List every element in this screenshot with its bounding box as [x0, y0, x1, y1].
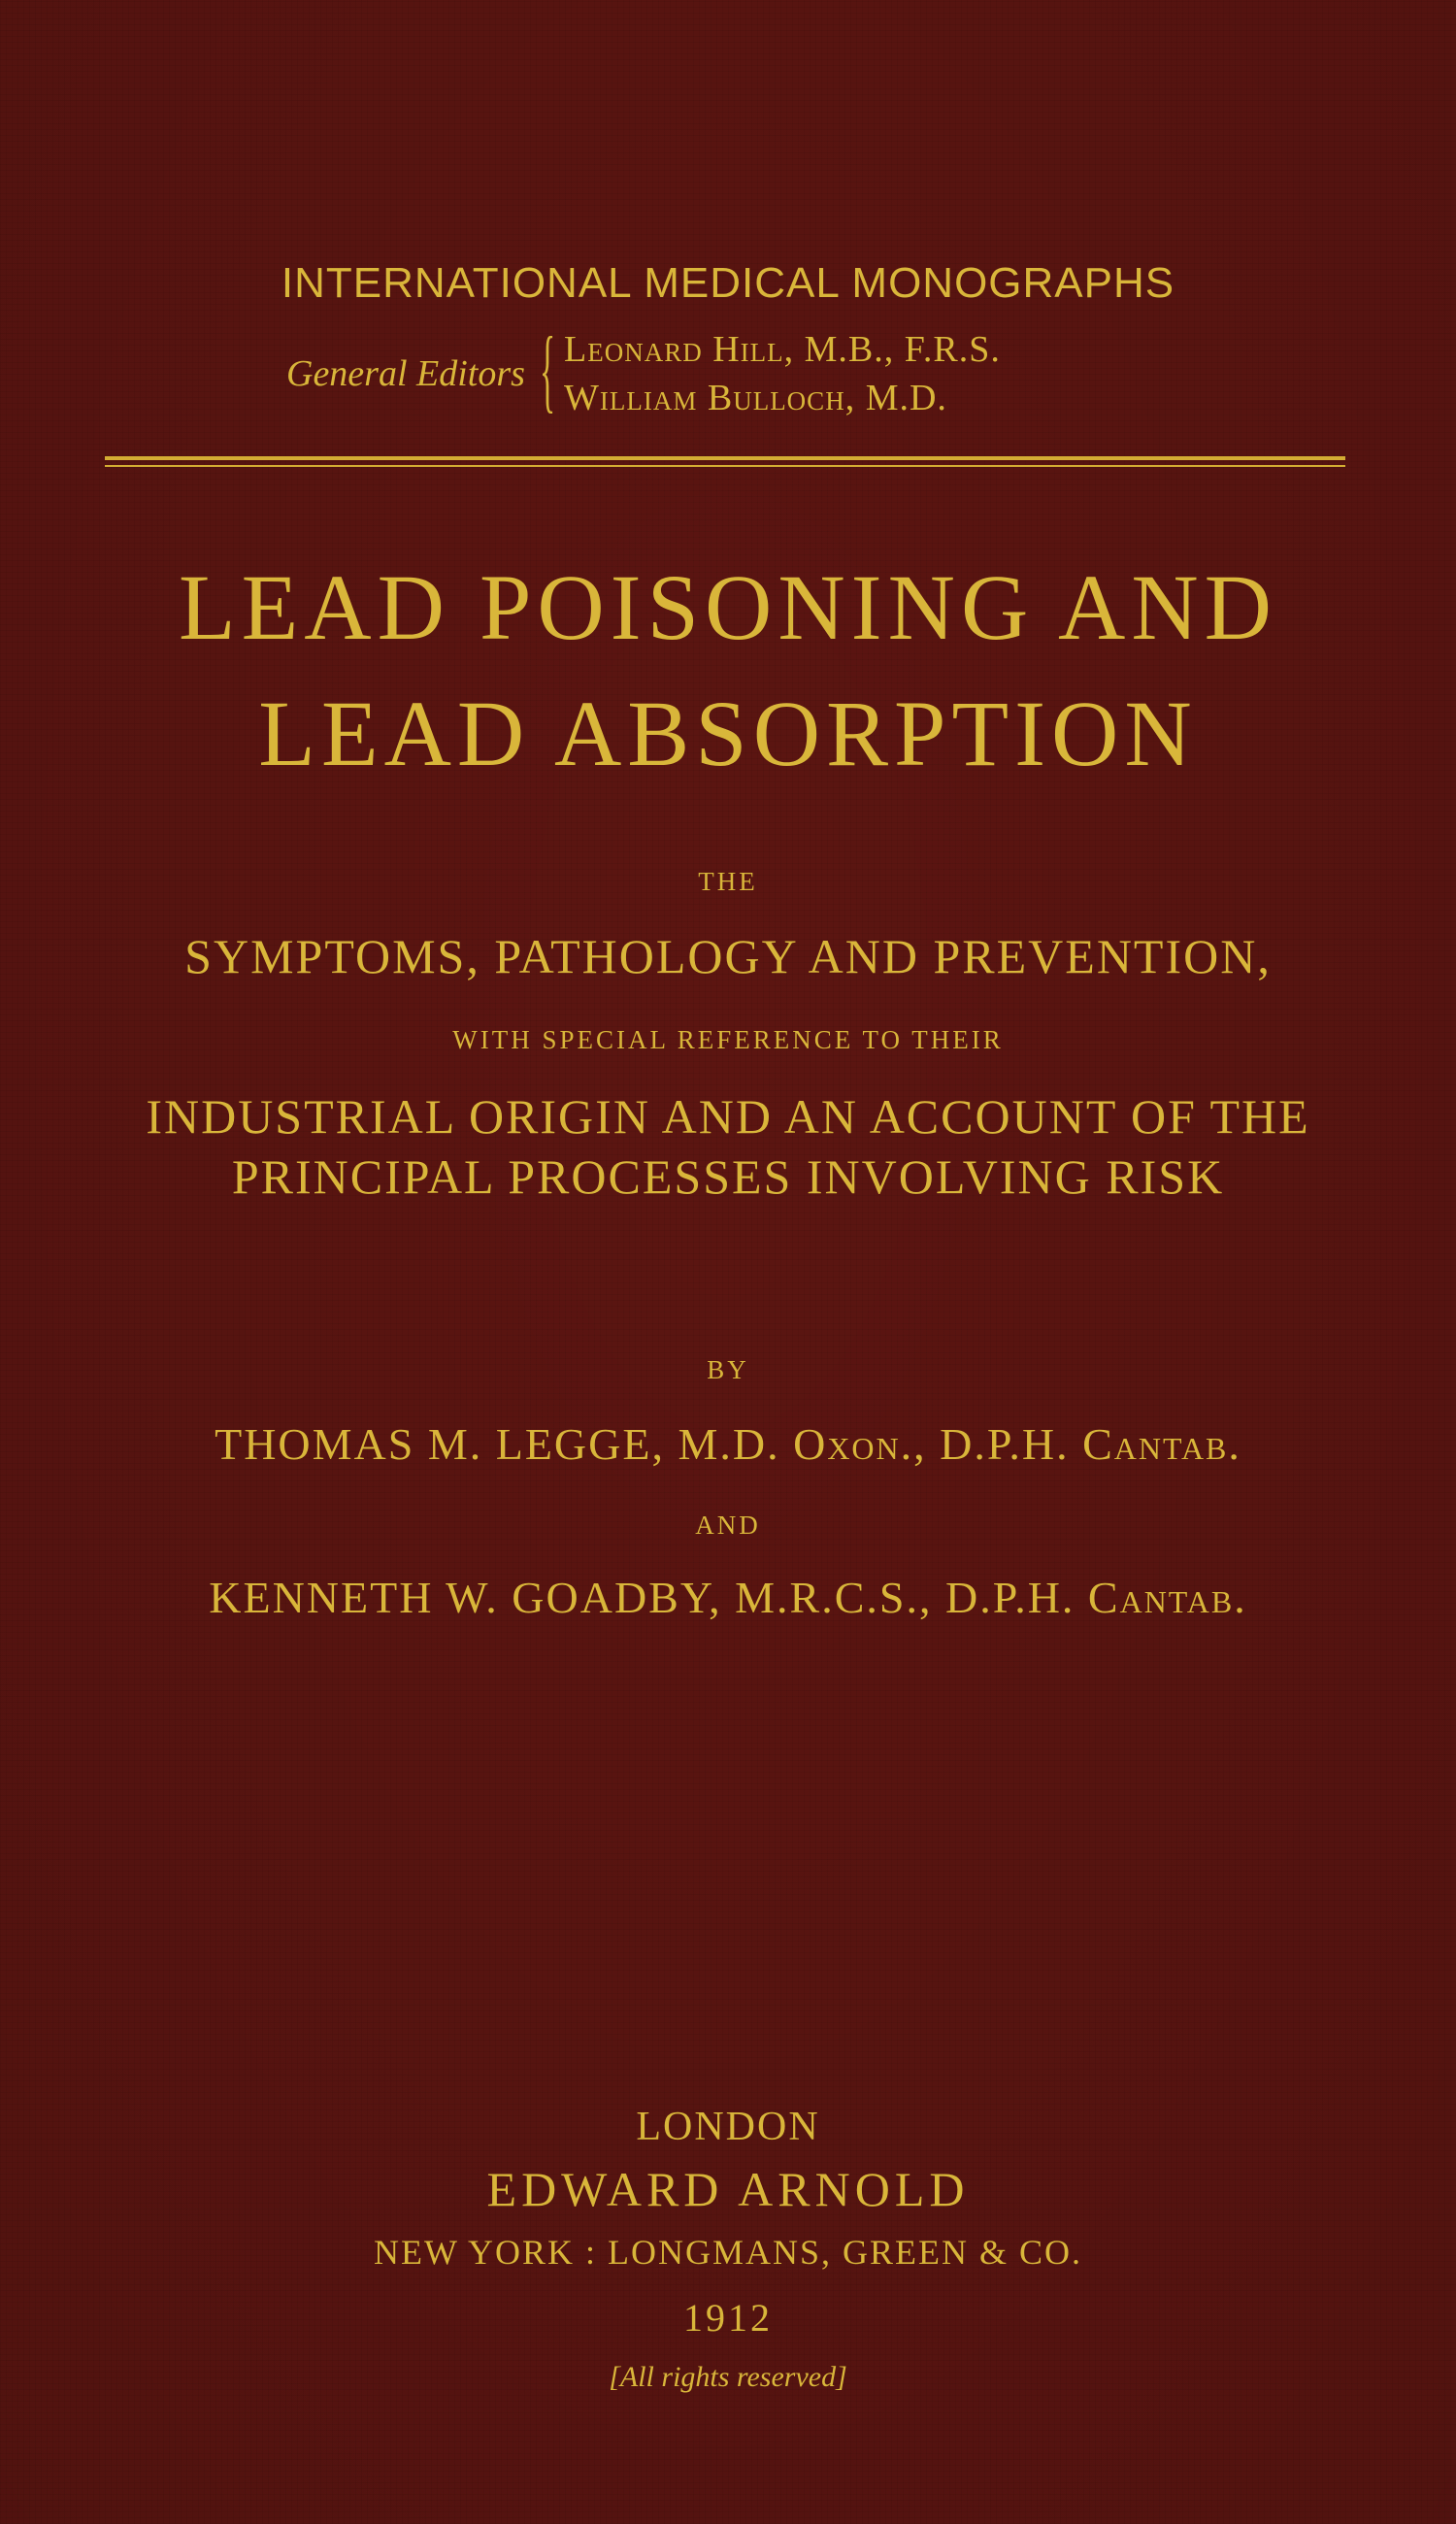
imprint-copublisher: NEW YORK : LONGMANS, GREEN & CO. [374, 2233, 1082, 2272]
editors-label: General Editors [286, 353, 525, 394]
author-1: THOMAS M. LEGGE, M.D. Oxon., D.P.H. Cantab. [215, 1419, 1241, 1469]
imprint-publisher: EDWARD ARNOLD [486, 2162, 970, 2216]
editor-name: William Bulloch, M.D. [564, 378, 947, 418]
and-label: AND [695, 1511, 761, 1540]
subtitle-line-2: INDUSTRIAL ORIGIN AND AN ACCOUNT OF THE [146, 1089, 1310, 1144]
double-rule-bottom [105, 465, 1345, 467]
by-label: BY [707, 1355, 749, 1384]
author-2: KENNETH W. GOADBY, M.R.C.S., D.P.H. Cantab. [209, 1573, 1247, 1622]
subtitle-line-1: SYMPTOMS, PATHOLOGY AND PREVENTION, [184, 929, 1272, 983]
imprint-city: LONDON [636, 2105, 820, 2149]
imprint-year: 1912 [683, 2296, 773, 2340]
book-title-line-1: LEAD POISONING AND [179, 555, 1277, 659]
editor-name: Leonard Hill, M.B., F.R.S. [564, 329, 1001, 370]
subtitle-article: THE [698, 867, 758, 896]
general-editors [286, 317, 1001, 421]
book-title-line-2: LEAD ABSORPTION [258, 681, 1198, 785]
series-title: INTERNATIONAL MEDICAL MONOGRAPHS [281, 259, 1175, 307]
double-rule-top [105, 456, 1345, 460]
brace-glyph: { [539, 317, 556, 421]
rights-notice: [All rights reserved] [609, 2361, 847, 2393]
subtitle-line-3: PRINCIPAL PROCESSES INVOLVING RISK [231, 1149, 1225, 1204]
editors-list [564, 328, 1001, 419]
subtitle-connector: WITH SPECIAL REFERENCE TO THEIR [452, 1025, 1004, 1054]
